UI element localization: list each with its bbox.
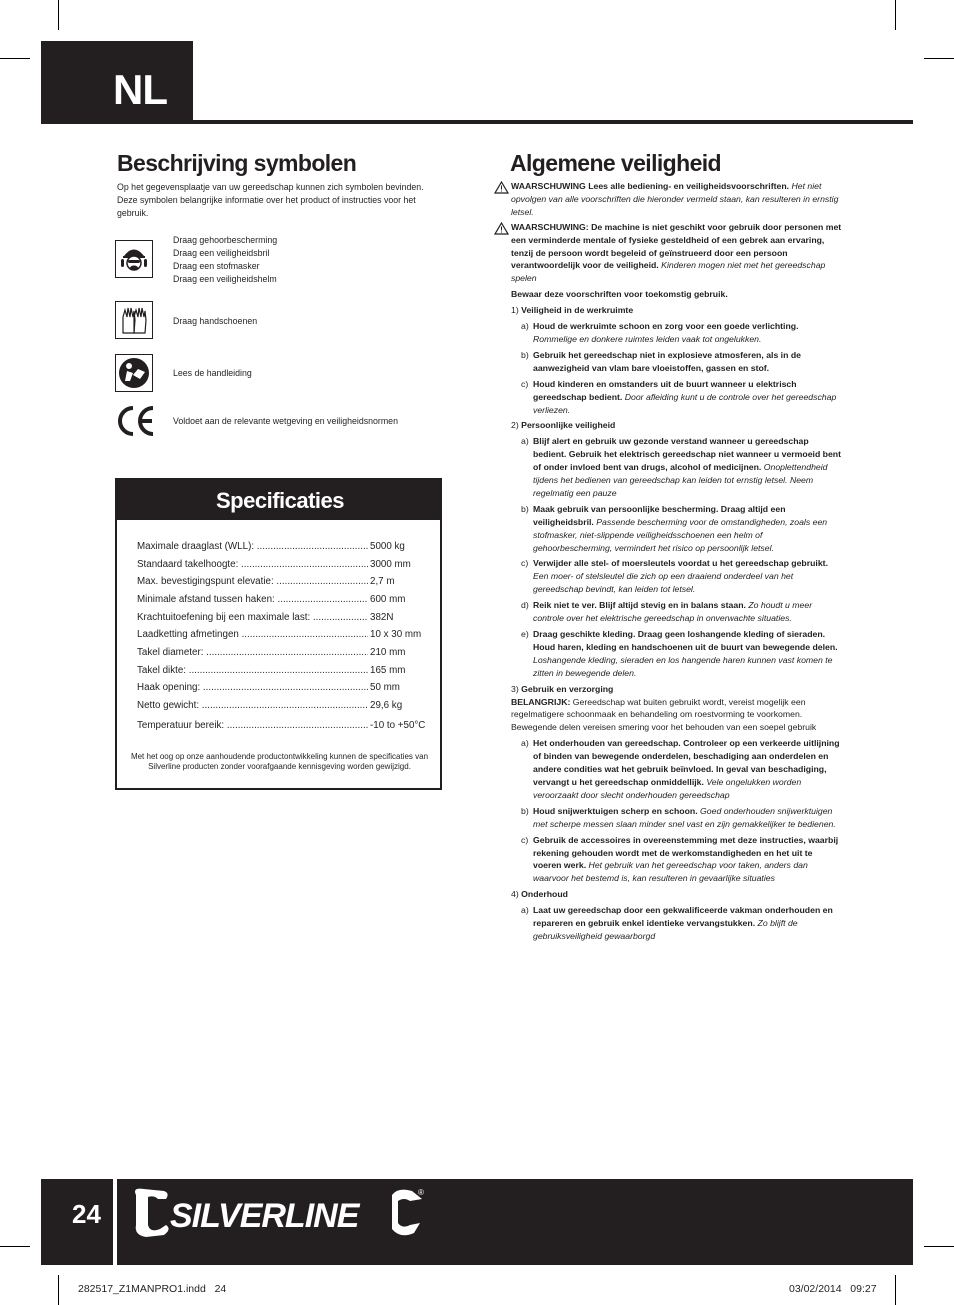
warning-block xyxy=(511,221,843,286)
ppe-helmet-icon xyxy=(115,240,153,278)
spec-value: 2,7 m xyxy=(370,576,395,587)
safety-item xyxy=(511,834,843,886)
item-italic: Rommelige en donkere ruimtes leiden vaak tot ongelukken. xyxy=(533,333,762,344)
spec-value: 165 mm xyxy=(370,665,406,676)
item-italic: Zo houdt u meer controle over het elektrische gereedschap in onverwachte situaties. xyxy=(533,600,813,624)
spec-label: Maximale draaglast (WLL): ..... xyxy=(137,541,368,553)
spec-label: Minimale afstand tussen haken: ..... xyxy=(137,594,368,606)
spec-label: Temperatuur bereik: ..... xyxy=(137,720,368,732)
safety-item xyxy=(511,435,843,500)
warning-triangle-icon xyxy=(494,222,509,235)
section-heading xyxy=(511,304,843,317)
symbol-line: Draag gehoorbescherming xyxy=(173,235,278,245)
symbol-line: Lees de handleiding xyxy=(173,368,252,378)
specifications-box xyxy=(115,478,442,790)
safety-title: Algemene veiligheid xyxy=(510,150,721,176)
item-letter: c) xyxy=(521,378,529,389)
warning-block xyxy=(511,180,843,219)
item-bold: Laat uw gereedschap door een gekwalificeerde vakman onderhouden en repareren en gebruik enkel identieke vervangstukken. xyxy=(533,905,833,929)
item-letter: a) xyxy=(521,436,529,447)
registered-mark: ® xyxy=(418,1188,424,1197)
spec-value: 210 mm xyxy=(370,647,406,658)
crop-mark xyxy=(58,0,59,30)
item-letter: a) xyxy=(521,738,529,749)
item-italic: Onoplettendheid tijdens het bedienen van gereedschap kan leiden tot ernstig letsel. Neem regelmatig een pauze xyxy=(533,462,828,498)
spec-value: 50 mm xyxy=(370,682,400,693)
keep-instructions xyxy=(511,288,843,301)
specifications-header xyxy=(117,480,440,520)
header-rule xyxy=(41,120,913,124)
safety-item xyxy=(511,320,843,346)
specifications-title: Specificaties xyxy=(216,488,345,513)
section-intro xyxy=(511,696,843,735)
safety-item xyxy=(511,805,843,831)
item-italic: Het gebruik van het gereedschap voor taken, anders dan waarvoor het bestemd is, kan resulteren in gevaarlijke situaties xyxy=(533,860,808,884)
safety-item xyxy=(511,557,843,596)
spec-value: 5000 kg xyxy=(370,541,405,552)
symbol-line: Draag een veiligheidsbril xyxy=(173,248,270,258)
section-number: 1) xyxy=(511,305,519,316)
safety-item xyxy=(511,599,843,625)
item-italic: Door afleiding kunt u de controle over het gereedschap verliezen. xyxy=(533,391,837,415)
symbol-line: Draag een stofmasker xyxy=(173,261,260,271)
spec-label: Netto gewicht: ..... xyxy=(137,700,368,712)
spec-label: Standaard takelhoogte: ..... xyxy=(137,559,368,571)
crop-mark xyxy=(895,0,896,30)
safety-body xyxy=(511,180,843,943)
page-number: 24 xyxy=(72,1199,101,1229)
symbol-line: Draag een veiligheidshelm xyxy=(173,274,277,284)
footer-divider xyxy=(113,1179,117,1265)
symbol-text-ppe xyxy=(173,234,277,286)
intro-bold: BELANGRIJK: xyxy=(511,696,571,707)
symbol-line: Draag handschoenen xyxy=(173,316,258,326)
item-italic: Vele ongelukken worden veroorzaakt door slecht onderhouden gereedschap xyxy=(533,776,802,800)
item-bold: Reik niet te ver. Blijf altijd stevig en in balans staan. xyxy=(533,600,746,611)
spec-value: 382N xyxy=(370,612,394,623)
section-number: 2) xyxy=(511,420,519,431)
section-heading xyxy=(511,419,843,432)
ce-mark-icon xyxy=(115,404,157,438)
item-letter: e) xyxy=(521,629,529,639)
silverline-logo xyxy=(130,1185,430,1241)
crop-mark xyxy=(0,58,30,59)
warning-bold: WAARSCHUWING Lees alle bediening- en veiligheidsvoorschriften. xyxy=(511,181,790,191)
gloves-icon xyxy=(115,301,153,339)
language-label: NL xyxy=(113,66,167,113)
page-number-box xyxy=(41,1179,113,1265)
item-letter: a) xyxy=(521,321,529,332)
item-italic: Goed onderhouden snijwerktuigen met scherpe messen slaan minder snel vast en zijn gemakkelijker te bedienen. xyxy=(533,805,836,829)
spec-label: Haak opening: ..... xyxy=(137,682,368,694)
item-bold: Verwijder alle stel- of moersleutels voordat u het gereedschap gebruikt. xyxy=(533,558,828,569)
crop-mark xyxy=(0,1246,30,1247)
spec-value: 3000 mm xyxy=(370,559,411,570)
intro-text: Gereedschap wat buiten gebruikt wordt, vereist mogelijk een regelmatigere schoonmaak en behandeling om roestvorming te voorkomen. Bewegende delen vereisen smering voor het behouden van een soepel gebruik xyxy=(511,696,817,733)
warning-italic: Het niet opvolgen van alle voorschriften die hieronder vermeld staan, kan resulteren in ernstig letsel. xyxy=(511,181,839,217)
item-letter: c) xyxy=(521,558,529,569)
symbols-intro: Op het gegevensplaatje van uw gereedschap kunnen zich symbolen bevinden. Deze symbolen belangrijke informatie over het product of instructies voor het gebruik. xyxy=(117,182,424,218)
specifications-note: Met het oog op onze aanhoudende productontwikkeling kunnen de specificaties van Silverline producten zonder voorafgaande kennisgeving worden gewijzigd. xyxy=(130,752,429,771)
item-letter: b) xyxy=(521,349,529,360)
symbol-text-gloves xyxy=(173,315,257,328)
item-bold: Maak gebruik van persoonlijke bescherming. Draag altijd een veiligheidsbril. xyxy=(533,503,786,527)
language-tab xyxy=(41,41,193,124)
item-letter: a) xyxy=(521,905,529,916)
crop-mark xyxy=(924,58,954,59)
spec-value: 10 x 30 mm xyxy=(370,629,422,640)
brand-text: SILVERLINE xyxy=(170,1197,359,1235)
safety-item xyxy=(511,737,843,802)
item-bold: Houd de werkruimte schoon en zorg voor een goede verlichting. xyxy=(533,321,799,332)
warning-italic: Kinderen mogen niet met het gereedschap spelen xyxy=(511,260,826,284)
section-number: 4) xyxy=(511,889,519,900)
section-heading xyxy=(511,683,843,696)
warning-bold: WAARSCHUWING: De machine is niet geschikt voor gebruik door personen met een verminderde mentale of fysieke gesteldheid of een gebrek aan ervaring, tenzij de persoon wordt begeleid of geïnstrueerd door een persoon verantwoordelijk voor de veiligheid. xyxy=(511,221,842,271)
spec-value: -10 to +50°C xyxy=(370,720,426,731)
symbol-text-ce xyxy=(173,415,398,428)
item-bold: Houd kinderen en omstanders uit de buurt wanneer u elektrisch gereedschap bedient. xyxy=(533,378,797,402)
item-letter: b) xyxy=(521,805,529,816)
item-italic: Een moer- of stelsleutel die zich op een draaiend onderdeel van het gereedschap bevindt, kan leiden tot letsel. xyxy=(533,571,794,595)
section-heading xyxy=(511,888,843,901)
item-letter: b) xyxy=(521,503,529,514)
symbol-text-manual xyxy=(173,367,252,380)
section-title: Persoonlijke veiligheid xyxy=(521,420,616,431)
slug-date: 03/02/2014 09:27 xyxy=(789,1283,877,1295)
symbol-line: Voldoet aan de relevante wetgeving en veiligheidsnormen xyxy=(173,416,398,426)
section-title: Gebruik en verzorging xyxy=(521,683,614,694)
section-title: Onderhoud xyxy=(521,889,568,900)
slug-file: 282517_Z1MANPRO1.indd 24 xyxy=(78,1283,227,1295)
spec-value: 29,6 kg xyxy=(370,700,403,711)
item-letter: d) xyxy=(521,600,529,611)
spec-label: Max. bevestigingspunt elevatie: ..... xyxy=(137,576,368,588)
spec-label: Krachtuitoefening bij een maximale last: ..... xyxy=(137,612,368,624)
item-bold: Het onderhouden van gereedschap. Controleer op een verkeerde uitlijning of binden van bewegende onderdelen, beschadiging aan onderdelen en andere condities wat het gebruik beïnvloed. In geval van beschadiging, vervangt u het gereedschap onmiddellijk. xyxy=(533,738,840,787)
keep-text: Bewaar deze voorschriften voor toekomstig gebruik. xyxy=(511,289,728,300)
item-italic: Loshangende kleding, sieraden en los hangende haren kunnen vast komen te zitten in bewegende delen. xyxy=(533,654,833,678)
spec-value: 600 mm xyxy=(370,594,406,605)
item-bold: Houd snijwerktuigen scherp en schoon. xyxy=(533,805,698,816)
safety-item xyxy=(511,904,843,943)
section-number: 3) xyxy=(511,683,519,694)
section-title: Veiligheid in de werkruimte xyxy=(521,305,634,316)
item-bold: Gebruik de accessoires in overeenstemming met deze instructies, waarbij rekening gehouden wordt met de werkomstandigheden en het uit te voeren werk. xyxy=(533,834,839,871)
item-bold: Blijf alert en gebruik uw gezonde verstand wanneer u gereedschap bedient. Gebruik het elektrisch gereedschap niet wanneer u vermoeid bent of onder invloed bent van drugs, alcohol of medicijnen. xyxy=(533,436,842,473)
spec-label: Takel dikte: ..... xyxy=(137,665,368,677)
crop-mark xyxy=(895,1275,896,1305)
read-manual-icon xyxy=(115,354,153,392)
spec-label: Takel diameter: ..... xyxy=(137,647,368,659)
crop-mark xyxy=(924,1246,954,1247)
safety-item xyxy=(511,349,843,375)
item-italic: Passende bescherming voor de omstandigheden, zoals een stofmasker, niet-slippende veiligheidsschoenen een helm of gehoorbescherming, vermindert het risico op persoonlijk letsel. xyxy=(533,516,828,553)
spec-label: Laadketting afmetingen ..... xyxy=(137,629,368,641)
safety-item xyxy=(511,378,843,417)
warning-triangle-icon xyxy=(494,181,509,194)
item-bold: Draag geschikte kleding. Draag geen loshangende kleding of sieraden. Houd haren, kleding en handschoenen uit de buurt van bewegende delen. xyxy=(533,629,838,652)
safety-item xyxy=(511,503,843,555)
item-italic: Zo blijft de gebruiksveiligheid gewaarborgd xyxy=(533,918,798,941)
item-letter: c) xyxy=(521,834,529,845)
crop-mark xyxy=(58,1275,59,1305)
item-bold: Gebruik het gereedschap niet in explosieve atmosferen, als in de aanwezigheid van vlam bare vloeistoffen, gassen en stof. xyxy=(533,349,801,373)
symbols-title: Beschrijving symbolen xyxy=(117,150,357,176)
safety-item xyxy=(511,628,843,680)
